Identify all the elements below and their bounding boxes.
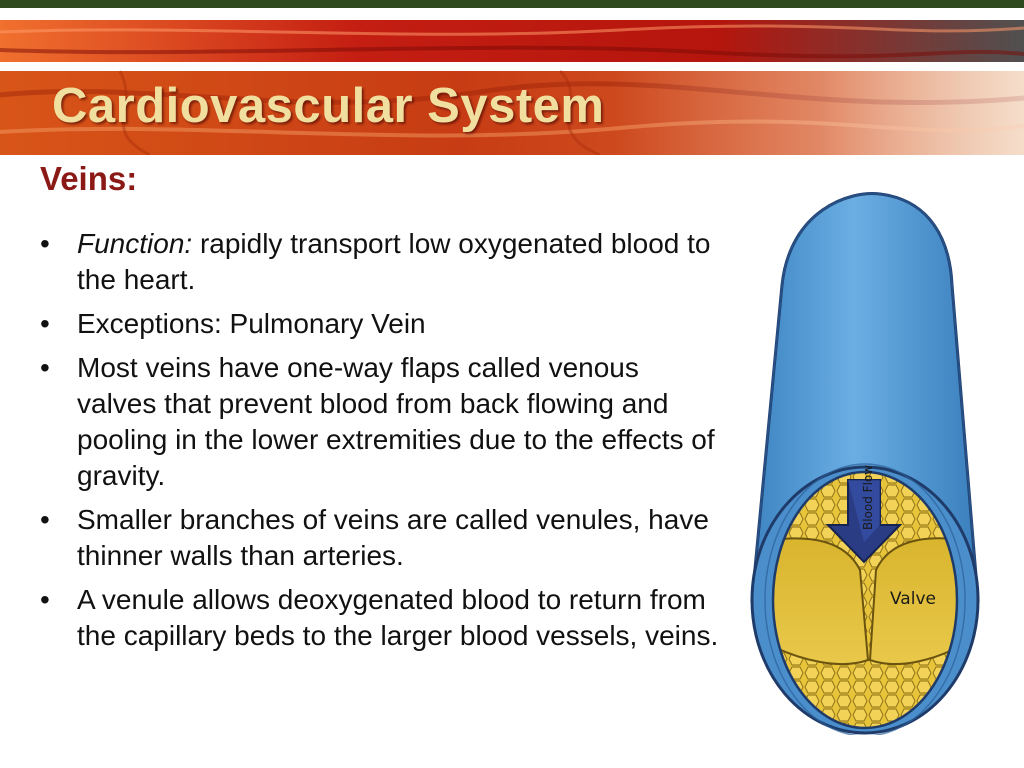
header-banner <box>0 0 1024 155</box>
bullet-dot: • <box>40 504 50 535</box>
bullet-item <box>40 226 720 298</box>
bullet-list <box>40 226 720 662</box>
bullet-item <box>40 502 720 574</box>
section-subtitle: Veins: <box>40 160 138 197</box>
vein-valve-illustration <box>740 190 990 735</box>
blood-flow-label: Blood Flow <box>861 464 875 530</box>
slide-title: Cardiovascular System <box>52 79 605 133</box>
bullet-text: Most veins have one-way flaps called venous valves that prevent blood from back flowing and pooling in the lower extremities due to the effects of gravity. <box>77 352 715 491</box>
bullet-dot: • <box>40 308 50 339</box>
bullet-text: Exceptions: Pulmonary Vein <box>77 308 426 339</box>
bullet-dot: • <box>40 584 50 615</box>
bullet-dot: • <box>40 352 50 383</box>
bullet-lead: Function: <box>77 228 193 259</box>
valve-label: Valve <box>890 589 936 609</box>
bullet-item <box>40 350 720 494</box>
bullet-text: rapidly transport low oxygenated blood to the heart. <box>77 228 711 295</box>
bullet-text: Smaller branches of veins are called venules, have thinner walls than arteries. <box>77 504 709 571</box>
bullet-dot: • <box>40 228 50 259</box>
bullet-text: A venule allows deoxygenated blood to return from the capillary beds to the larger blood vessels, veins. <box>77 584 719 651</box>
bullet-item <box>40 306 720 342</box>
bullet-item <box>40 582 720 654</box>
